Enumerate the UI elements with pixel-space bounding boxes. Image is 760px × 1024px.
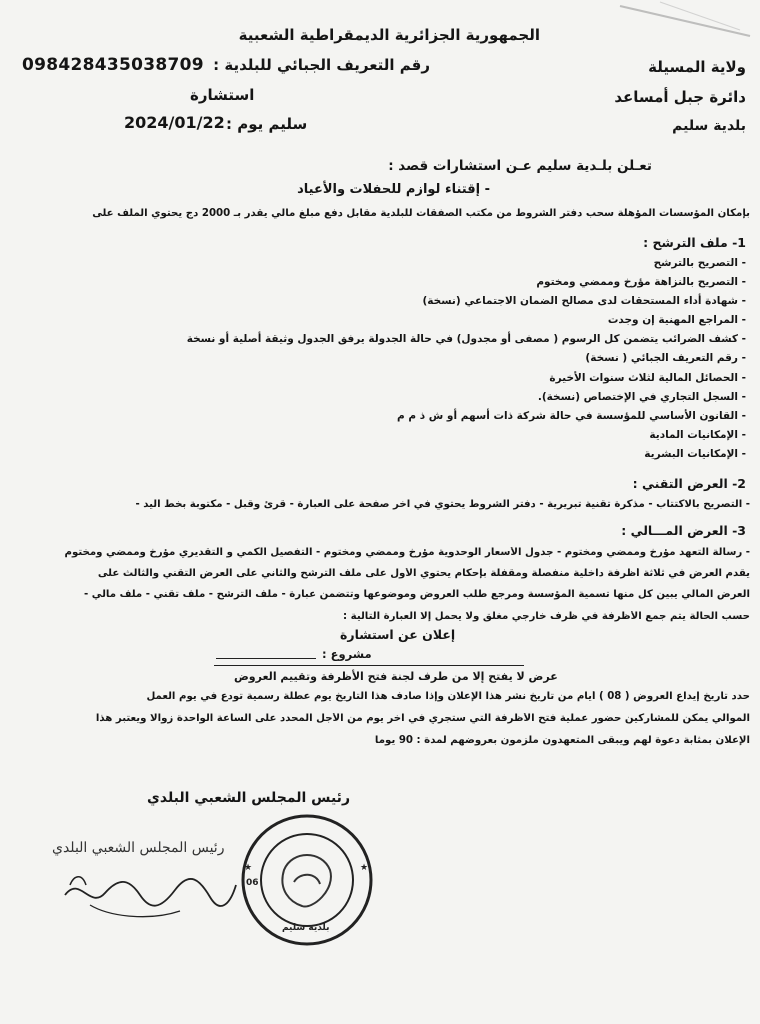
divider <box>214 665 524 666</box>
financial-line: العرض المالي يبين كل منها تسمية المؤسسة ومرجع طلب العروض وموضوعها وتتضمن عبارة - ملف الترشح - ملف تقني - ملف مالي - <box>83 589 750 600</box>
seal-text: بلدية سليم <box>282 923 330 933</box>
section-financial-title: 3- العرض المـــالي : <box>621 523 746 538</box>
seal-number: 06 <box>246 878 259 888</box>
nif-label: رقم التعريف الجبائي للبلدية : <box>213 56 430 74</box>
list-item: - شهادة أداء المستحقات لدى مصالح الضمان الاجتماعي (نسخة) <box>422 295 746 308</box>
handwritten-title: رئيس المجلس الشعبي البلدي <box>52 840 225 856</box>
announcement-intro: بإمكان المؤسسات المؤهلة سحب دفتر الشروط من مكتب الصفقات للبلدية مقابل دفع مبلغ مالي يقدر بـ 2000 دج يحتوي الملف على <box>92 208 750 219</box>
document-type: استشارة <box>190 86 255 104</box>
list-item: - الإمكانيات البشرية <box>644 447 746 460</box>
financial-line: - رسالة التعهد مؤرخ وممضي ومختوم - جدول الأسعار الوحدوية مؤرخ وممضي ومختوم - التفصيل الكمي و التقديري مؤرخ وممضي ومختوم <box>64 547 750 558</box>
list-item: - رقم التعريف الجبائي ( نسخة) <box>585 352 746 365</box>
signatory-title: رئيس المجلس الشعبي البلدي <box>147 790 350 806</box>
handwritten-signature <box>60 855 240 925</box>
date-label: سليم يوم : <box>226 115 308 133</box>
announcement-item: - إقتناء لوازم للحفلات والأعياد <box>297 182 490 197</box>
technical-offer-text: - التصريح بالاكتتاب - مذكرة تقنية تبريرية - دفتر الشروط يحتوي في آخر صفحة على العبارة - قرئ وقبل - مكتوبة بخط اليد - <box>135 499 750 510</box>
section-technical-title: 2- العرض التقني : <box>632 476 746 491</box>
seal-star-icon: ★ <box>360 863 369 873</box>
envelope-label: إعلان عن استشارة <box>340 627 456 642</box>
list-item: - كشف الضرائب يتضمن كل الرسوم ( مصفى أو مجدول) في حالة الجدولة يرفق الجدول وثيقة أصلية أو نسخة <box>186 333 746 346</box>
republic-heading: الجمهورية الجزائرية الديمقراطية الشعبية <box>238 26 540 44</box>
list-item: - التصريح بالنزاهة مؤرخ وممضي ومختوم <box>536 276 746 289</box>
date-value: 2024/01/22 <box>124 113 225 132</box>
section-candidacy-title: 1- ملف الترشح : <box>643 235 746 250</box>
announcement-title: تعـلن بلـدية سليم عـن استشارات قصد : <box>388 158 652 174</box>
deadline-line: حدد تاريخ إيداع العروض ( 08 ) أيام من تاريخ نشر هذا الإعلان وإذا صادف هذا التاريخ يوم عطلة رسمية تودع في يوم العمل <box>146 691 750 702</box>
project-label: مشروع : <box>322 647 372 661</box>
list-item: - الحصائل المالية لثلاث سنوات الأخيرة <box>549 371 746 384</box>
baladia-label: بلدية سليم <box>672 118 746 134</box>
list-item: - التصريح بالترشح <box>653 257 746 269</box>
list-item: - السجل التجاري في الإختصاص (نسخة). <box>537 390 746 403</box>
candidacy-list <box>187 254 746 464</box>
daira-label: دائرة جبل أمساعد <box>614 88 746 106</box>
financial-line: حسب الحالة يتم جمع الأظرفة في ظرف خارجي مغلق ولا يحمل إلا العبارة التالية : <box>343 611 750 622</box>
scan-smudge <box>600 0 760 40</box>
wilaya-label: ولاية المسيلة <box>648 58 746 76</box>
list-item: - القانون الأساسي للمؤسسة في حالة شركة ذات أسهم أو ش ذ م م <box>397 409 746 422</box>
envelope-note: عرض لا يفتح إلا من طرف لجنة فتح الأظرفة وتقييم العروض <box>234 670 558 683</box>
seal-star-icon: ★ <box>244 863 253 873</box>
list-item: - المراجع المهنية إن وجدت <box>607 314 746 327</box>
official-seal <box>232 810 382 950</box>
deadline-line: الإعلان بمثابة دعوة لهم ويبقى المتعهدون ملزمون بعروضهم لمدة : 90 يوما <box>374 735 750 746</box>
nif-value: 098428435038709 <box>22 55 204 75</box>
project-blank-line <box>216 658 316 659</box>
financial-line: يقدم العرض في ثلاثة أظرفة داخلية منفصلة ومقفلة بإحكام يحتوي الأول على ملف الترشح والثاني على العرض التقني والثالث على <box>97 568 750 579</box>
deadline-line: الموالي يمكن للمشاركين حضور عملية فتح الأظرفة التي ستجري في آخر يوم من الأجل المحدد على الساعة الواحدة زوالا ويعتبر هذا <box>95 713 750 724</box>
list-item: - الإمكانيات المادية <box>649 428 746 441</box>
